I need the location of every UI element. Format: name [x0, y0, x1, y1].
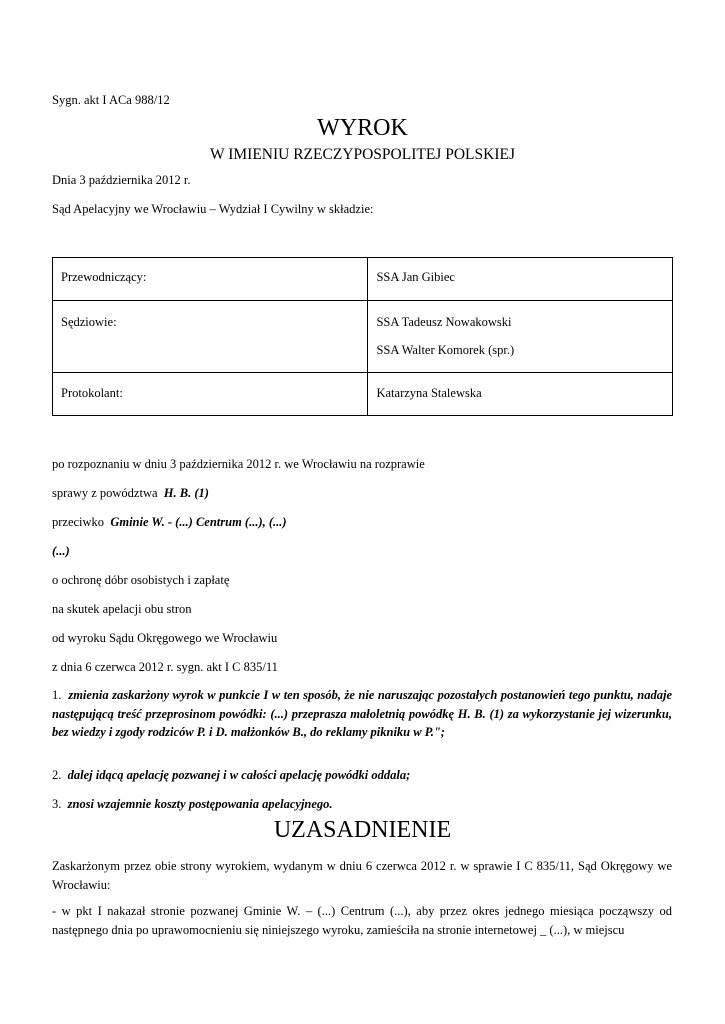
- clerk-label: Protokolant:: [61, 386, 123, 400]
- justification-paragraph-2: - w pkt I nakazał stronie pozwanej Gminie W. – (...) Centrum (...), aby przez okres jednego miesiąca począwszy od następnego dnia po uprawomocnieniu się niniejszego wyroku, zamieściła na stronie internetowej _ (...), w miejscu: [52, 904, 672, 937]
- clerk-name: Katarzyna Stalewska: [376, 386, 482, 400]
- document-title: WYROK: [317, 115, 408, 141]
- justification-paragraph-1: Zaskarżonym przez obie strony wyrokiem, wydanym w dniu 6 czerwca 2012 r. w sprawie I C 835/11, Sąd Okręgowy we Wrocławiu:: [52, 859, 672, 892]
- court-composition-intro: Sąd Apelacyjny we Wrocławiu – Wydział I Cywilny w składzie:: [52, 202, 374, 216]
- judge-name-2: SSA Walter Komorek (spr.): [376, 343, 515, 357]
- proceedings-line-6: na skutek apelacji obu stron: [52, 602, 192, 616]
- judges-label: Sędziowie:: [61, 315, 117, 329]
- table-row: [53, 373, 673, 416]
- judge-name-1: SSA Tadeusz Nowakowski: [376, 315, 512, 329]
- ruling-number-2: 2.: [52, 768, 62, 782]
- table-row: [53, 301, 673, 373]
- proceedings-line-5: o ochronę dóbr osobistych i zapłatę: [52, 573, 230, 587]
- ruling-number-3: 3.: [52, 797, 62, 811]
- proceedings-line-1: po rozpoznaniu w dniu 3 października 2012 r. we Wrocławiu na rozprawie: [52, 457, 425, 471]
- ruling-point-3: [52, 795, 672, 814]
- table-row: [53, 258, 673, 301]
- proceedings-line-7: od wyroku Sądu Okręgowego we Wrocławiu: [52, 631, 278, 645]
- ruling-number-1: 1.: [52, 688, 62, 702]
- document-subtitle: W IMIENIU RZECZYPOSPOLITEJ POLSKIEJ: [210, 146, 515, 163]
- proceedings-line-2: [52, 485, 209, 501]
- plaintiff-prefix: sprawy z powództwa: [52, 486, 158, 500]
- proceedings-line-3: [52, 514, 287, 530]
- court-panel-table: [52, 257, 673, 416]
- ruling-point-2: [52, 766, 672, 785]
- chair-name: SSA Jan Gibiec: [376, 270, 455, 284]
- ruling-text-2: dalej idącą apelację pozwanej i w całości apelację powódki oddala;: [67, 768, 411, 782]
- ruling-date: Dnia 3 października 2012 r.: [52, 173, 191, 187]
- proceedings-line-8: z dnia 6 czerwca 2012 r. sygn. akt I C 835/11: [52, 660, 278, 674]
- ruling-text-1: zmienia zaskarżony wyrok w punkcie I w ten sposób, że nie naruszając pozostałych postanowień tego punktu, nadaje następującą treść przeprosinom powódki: (...) przeprasza małoletnią powódkę H. B. (1) za wykorzystanie jej wizerunku, bez wiedzy i zgody rodziców P. i D. małżonków B., do reklamy pikniku w P.";: [52, 688, 673, 739]
- defendant-name: Gminie W. - (...) Centrum (...), (...): [110, 515, 287, 529]
- proceedings-line-4: (...): [52, 544, 70, 558]
- case-signature: Sygn. akt I ACa 988/12: [52, 93, 170, 107]
- plaintiff-name: H. B. (1): [163, 486, 209, 500]
- chair-label: Przewodniczący:: [61, 270, 147, 284]
- justification-heading: UZASADNIENIE: [273, 817, 452, 843]
- defendant-prefix: przeciwko: [52, 515, 105, 529]
- ruling-point-1: [52, 686, 672, 742]
- ruling-text-3: znosi wzajemnie koszty postępowania apelacyjnego.: [67, 797, 333, 811]
